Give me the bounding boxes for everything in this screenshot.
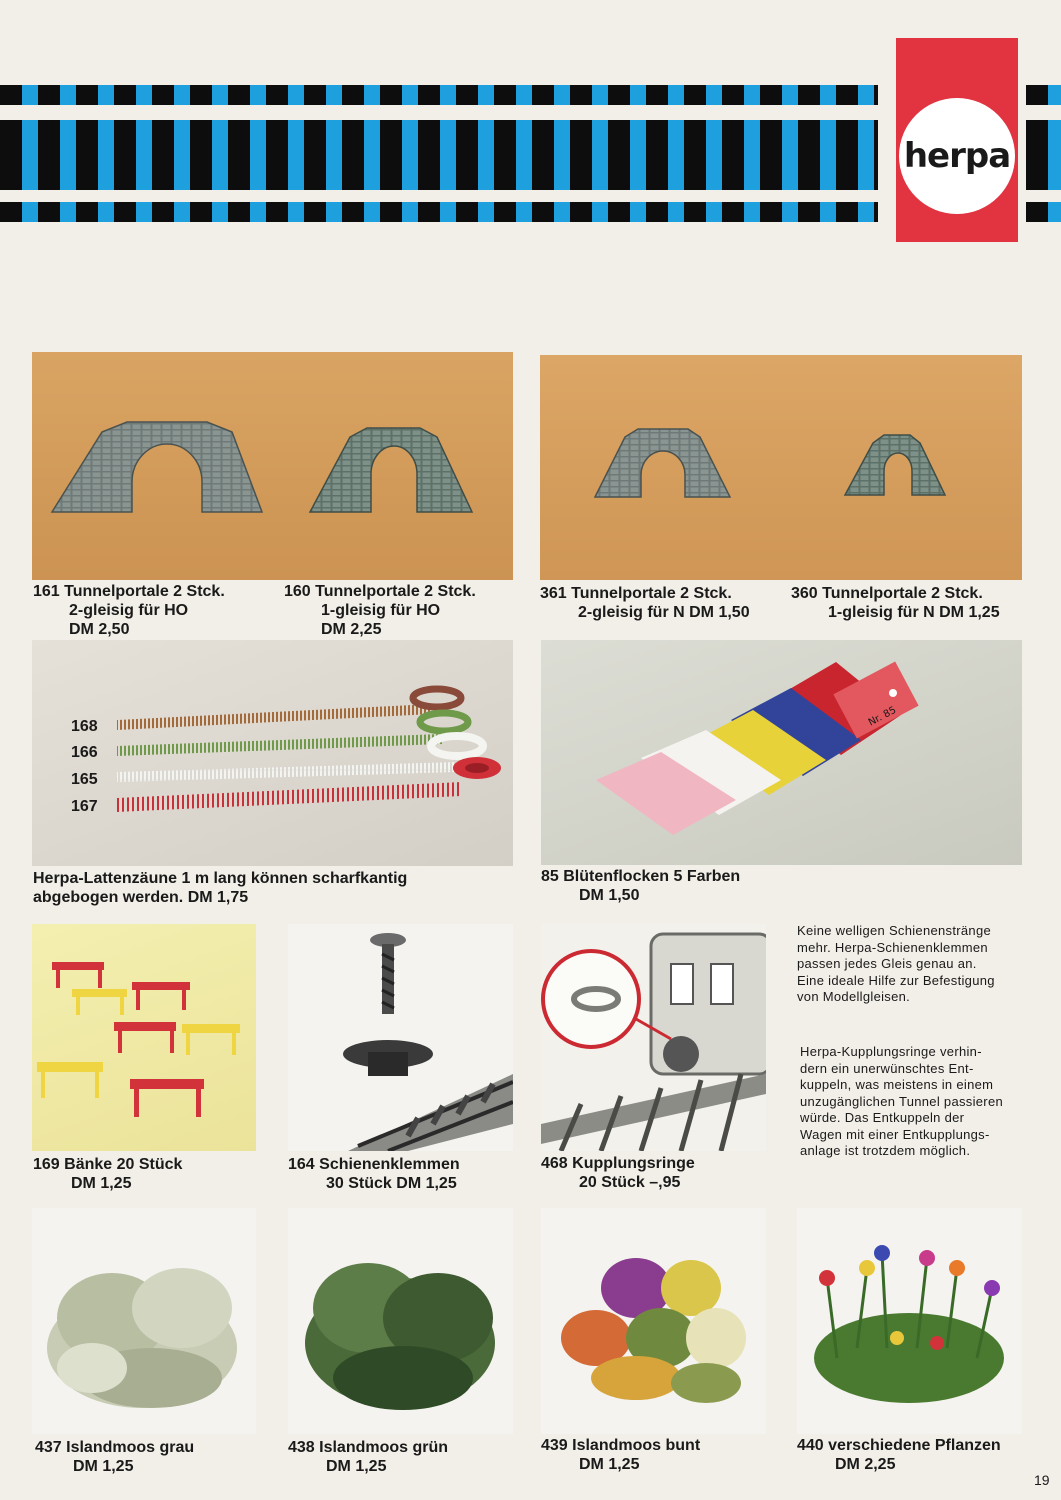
logo-gap-right: [1018, 80, 1026, 230]
caption-164: 164 Schienenklemmen 30 Stück DM 1,25: [288, 1156, 460, 1192]
photo-islandmoos-gruen: [288, 1208, 513, 1434]
bench-yellow-2: [182, 1024, 240, 1055]
photo-islandmoos-grau: [32, 1208, 256, 1434]
page-number: 19: [1034, 1472, 1050, 1488]
bench-yellow-3: [37, 1062, 103, 1098]
tunnel-portal-360: [845, 435, 945, 495]
photo-verschiedene-pflanzen: [797, 1208, 1022, 1434]
fence-label-166: 166: [71, 744, 98, 761]
photo-tunnel-portals-ho: [32, 352, 513, 580]
caption-438: 438 Islandmoos grün DM 1,25: [288, 1439, 449, 1475]
fence-label-165: 165: [71, 771, 98, 788]
photo-kupplungsringe: [541, 924, 766, 1151]
caption-160: 160 Tunnelportale 2 Stck. 1-gleisig für HO DM 2,25: [284, 583, 476, 638]
caption-fences: Herpa-Lattenzäune 1 m lang können scharfkantig abgebogen werden. DM 1,75: [33, 870, 408, 906]
caption-437: 437 Islandmoos grau DM 1,25: [35, 1439, 195, 1475]
bench-red-4: [130, 1079, 204, 1117]
caption-361: 361 Tunnelportale 2 Stck. 2-gleisig für N DM 1,50: [540, 585, 750, 621]
tunnel-portal-361: [595, 429, 730, 497]
photo-schienenklemmen: [288, 924, 513, 1151]
tunnel-portal-160: [310, 428, 472, 512]
fence-label-168: 168: [71, 718, 98, 735]
photo-baenke: [32, 924, 256, 1151]
photo-tunnel-portals-n: [540, 355, 1022, 580]
fence-label-167: 167: [71, 798, 98, 815]
photo-fences: [32, 640, 513, 866]
blurb-schienenklemmen: Keine welligen Schienenstränge mehr. Herpa-Schienenklemmen passen jedes Gleis genau an. Eine ideale Hilfe zur Befestigung von Modellgleisen.: [797, 923, 995, 1004]
logo-gap: [878, 80, 896, 230]
bench-red-1: [52, 962, 104, 988]
caption-161: 161 Tunnelportale 2 Stck. 2-gleisig für HO DM 2,50: [33, 583, 225, 638]
caption-440: 440 verschiedene Pflanzen DM 2,25: [797, 1437, 1001, 1473]
tunnel-portal-161: [52, 422, 262, 512]
bench-red-3: [114, 1022, 176, 1053]
photo-bluetenflocken: [541, 640, 1022, 865]
blurb-kupplungsringe: Herpa-Kupplungsringe verhin- dern ein unerwünschtes Ent- kuppeln, was meistens in einem unzugänglichen Tunnel passieren würde. Das Entkuppeln der Wagen mit einer Entkupplungs- anlage ist trotzdem möglich.: [800, 1044, 1003, 1158]
bench-yellow-1: [72, 989, 127, 1015]
caption-439: 439 Islandmoos bunt DM 1,25: [541, 1437, 701, 1473]
caption-468: 468 Kupplungsringe 20 Stück –,95: [541, 1155, 695, 1191]
herpa-logo: [896, 38, 1018, 242]
package-label: Nr. 85: [866, 704, 899, 729]
caption-169: 169 Bänke 20 Stück DM 1,25: [33, 1156, 183, 1192]
photo-islandmoos-bunt: [541, 1208, 766, 1434]
logo-text: herpa: [903, 136, 1011, 176]
caption-360: 360 Tunnelportale 2 Stck. 1-gleisig für N DM 1,25: [791, 585, 1000, 621]
bench-red-2: [132, 982, 190, 1010]
caption-85: 85 Blütenflocken 5 Farben DM 1,50: [541, 868, 741, 904]
